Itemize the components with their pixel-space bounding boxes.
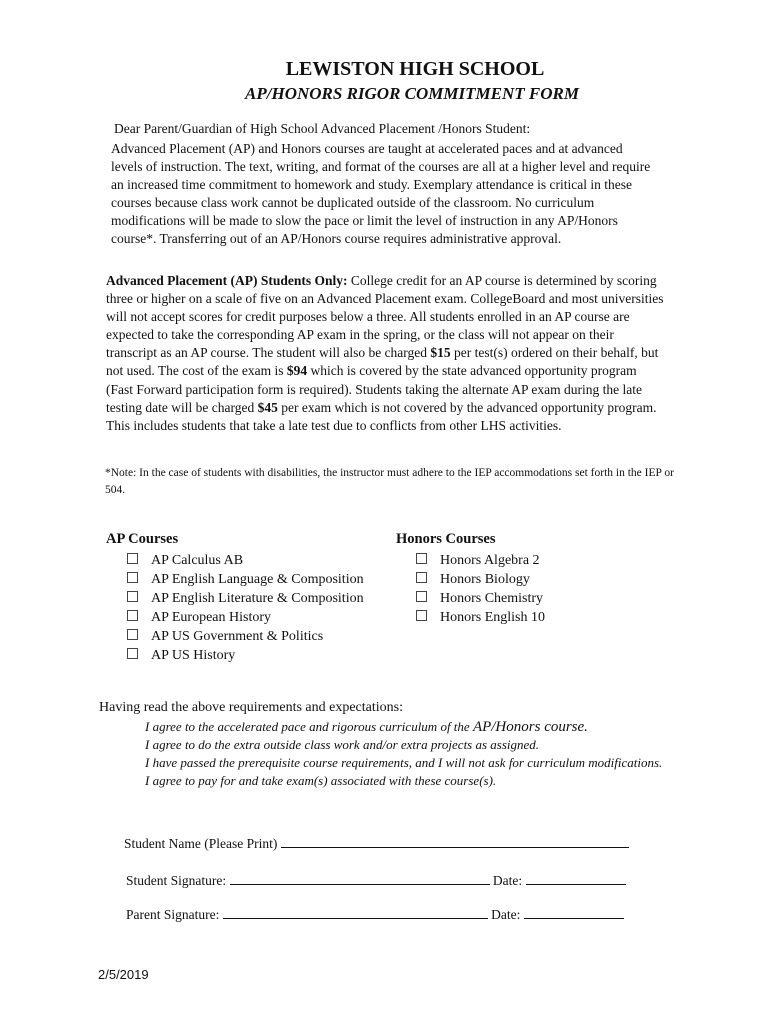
agreement-line-4: I agree to pay for and take exam(s) associated with these course(s). [145,773,497,788]
ap-course-item[interactable] [127,570,364,589]
student-name-field[interactable] [281,836,629,848]
student-name-row [124,836,629,852]
checkbox[interactable] [127,553,138,564]
date-label: Date: [492,873,523,888]
ap-course-item[interactable] [127,646,364,665]
honors-course-item[interactable] [416,570,545,589]
checkbox[interactable] [127,648,138,659]
ap-students-paragraph [106,272,666,435]
student-signature-label: Student Signature: [126,873,227,888]
form-title: AP/HONORS RIGOR COMMITMENT FORM [245,84,579,103]
late-exam-fee: $45 [257,399,278,415]
parent-signature-row [126,907,624,923]
honors-courses-heading: Honors Courses [396,531,496,547]
course-label: AP Calculus AB [151,553,244,568]
checkbox[interactable] [127,629,138,640]
exam-cost: $94 [286,363,308,379]
checkbox[interactable] [416,591,427,602]
ap-courses-heading: AP Courses [106,531,179,547]
course-label: Honors English 10 [440,610,545,625]
course-label: AP US History [151,648,236,663]
student-date-field[interactable] [526,873,626,885]
course-label: Honors Chemistry [440,591,544,606]
course-label: Honors Biology [440,572,530,587]
checkbox[interactable] [127,610,138,621]
ap-course-item[interactable] [127,551,364,570]
course-label: AP European History [151,610,272,625]
parent-signature-label: Parent Signature: [126,907,220,922]
footer-date: 2/5/2019 [98,967,149,982]
ap-course-item[interactable] [127,608,364,627]
ap-text-3: which is covered by the state advanced opportunity program (Fast Forward participation form is required). Students taking the alternate AP exam during the late testing date will be charged [106,363,642,415]
course-label: AP English Literature & Composition [151,591,364,606]
student-name-label: Student Name (Please Print) [124,836,278,851]
agreement-line-1: I agree to the accelerated pace and rigorous curriculum of the AP/Honors course. [145,719,588,735]
checkbox[interactable] [127,591,138,602]
iep-note: *Note: In the case of students with disabilities, the instructor must adhere to the IEP accommodations set forth in the IEP or 504. [105,467,674,496]
agreement-line-3: I have passed the prerequisite course requirements, and I will not ask for curriculum modifications. [145,755,663,770]
date-label: Date: [491,907,521,922]
ap-section-lead: Advanced Placement (AP) Students Only: [106,273,348,288]
checkbox[interactable] [127,572,138,583]
school-name: LEWISTON HIGH SCHOOL [285,58,545,80]
checkbox[interactable] [416,610,427,621]
agreement-list [145,718,662,790]
student-signature-field[interactable] [230,873,490,885]
ap-course-list [127,551,364,665]
course-label: AP English Language & Composition [151,572,364,587]
ap-course-item[interactable] [127,627,364,646]
agreement-lead: Having read the above requirements and expectations: [99,700,403,715]
student-signature-row [126,873,626,889]
honors-course-item[interactable] [416,608,545,627]
checkbox[interactable] [416,572,427,583]
ap-text-2: per test(s) ordered on their behalf, but not used. The cost of the exam is [106,345,659,379]
intro-paragraph: Advanced Placement (AP) and Honors courses are taught at accelerated paces and at advanced levels of instruction. The text, writing, and format of the courses are all at a higher level and require an increased time commitment to homework and study. Exemplary attendance is critical in these courses because class work cannot be duplicated outside of the classroom. No curriculum modifications will be made to slow the pace or limit the level of instruction in any AP/Honors course*. Transferring out of an AP/Honors course requires administrative approval. [111,141,651,247]
agreement-line-2: I agree to do the extra outside class work and/or extra projects as assigned. [145,737,540,752]
parent-signature-field[interactable] [223,907,488,919]
unused-test-fee: $15 [430,345,451,361]
parent-date-field[interactable] [524,907,624,919]
honors-course-item[interactable] [416,589,545,608]
course-label: Honors Algebra 2 [440,553,540,568]
ap-text-1: College credit for an AP course is determined by scoring three or higher on a scale of five on an Advanced Placement exam. CollegeBoard and most universities will not accept scores for credit purposes below a three. All students enrolled in an AP course are expected to take the corresponding AP exam in the spring, or the class will not appear on their transcript as an AP course. The student will also be charged [106,273,664,361]
honors-course-item[interactable] [416,551,545,570]
course-label: AP US Government & Politics [151,629,324,644]
ap-text-4: per exam which is not covered by the advanced opportunity program. This includes students that take a late test due to conflicts from other LHS activities. [106,399,657,433]
ap-course-item[interactable] [127,589,364,608]
honors-course-list [416,551,545,627]
checkbox[interactable] [416,553,427,564]
salutation: Dear Parent/Guardian of High School Advanced Placement /Honors Student: [114,121,531,136]
